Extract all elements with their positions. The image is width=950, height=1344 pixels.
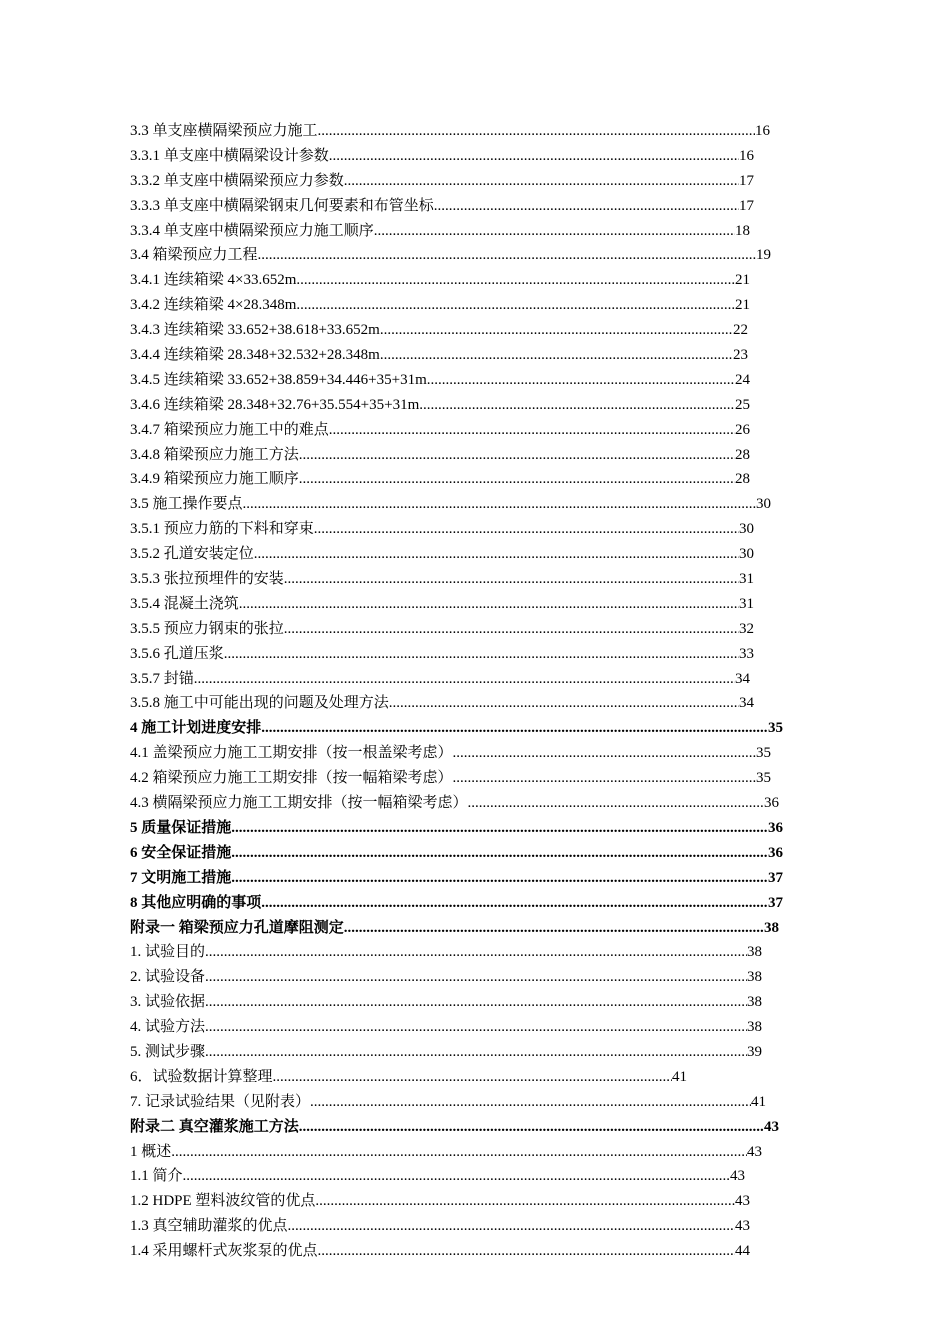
- toc-entry-page: 43: [735, 1218, 750, 1235]
- toc-entry[interactable]: [130, 741, 771, 766]
- toc-entry-title: 3.3.1 单支座中横隔梁设计参数: [130, 147, 329, 164]
- toc-leader-dots: [284, 567, 739, 592]
- toc-entry-page: 36: [764, 795, 779, 812]
- toc-leader-dots: [468, 791, 764, 816]
- toc-entry[interactable]: [130, 667, 750, 692]
- toc-entry[interactable]: [130, 1214, 750, 1239]
- toc-entry[interactable]: [130, 418, 750, 443]
- toc-entry[interactable]: [130, 1040, 762, 1065]
- toc-leader-dots: [224, 642, 739, 667]
- toc-entry-title: 3.3.2 单支座中横隔梁预应力参数: [130, 172, 344, 189]
- toc-entry[interactable]: [130, 1090, 766, 1115]
- toc-entry-page: 23: [733, 347, 748, 364]
- toc-entry-page: 18: [735, 222, 750, 239]
- toc-entry-page: 30: [739, 521, 754, 538]
- toc-entry[interactable]: [130, 1065, 687, 1090]
- toc-leader-dots: [288, 1214, 735, 1239]
- toc-entry[interactable]: [130, 1189, 750, 1214]
- toc-entry[interactable]: [130, 567, 754, 592]
- toc-leader-dots: [261, 716, 768, 741]
- toc-leader-dots: [329, 418, 735, 443]
- toc-entry-title: 3.5.7 封锚: [130, 670, 194, 687]
- toc-leader-dots: [183, 1164, 730, 1189]
- toc-leader-dots: [296, 268, 735, 293]
- toc-leader-dots: [315, 1189, 735, 1214]
- toc-entry-page: 21: [735, 272, 750, 289]
- toc-leader-dots: [453, 766, 756, 791]
- toc-leader-dots: [171, 1140, 747, 1165]
- toc-entry[interactable]: [130, 841, 783, 866]
- toc-entry-page: 39: [747, 1043, 762, 1060]
- toc-entry-title: 3.5.4 混凝土浇筑: [130, 595, 239, 612]
- toc-entry-title: 3.5 施工操作要点: [130, 496, 243, 513]
- toc-entry-page: 30: [739, 546, 754, 563]
- toc-leader-dots: [344, 916, 764, 941]
- toc-leader-dots: [299, 443, 735, 468]
- toc-leader-dots: [344, 169, 739, 194]
- toc-entry-page: 37: [768, 894, 783, 911]
- toc-entry[interactable]: [130, 642, 754, 667]
- toc-entry-title: 8 其他应明确的事项: [130, 894, 262, 911]
- toc-entry[interactable]: [130, 119, 770, 144]
- toc-leader-dots: [374, 219, 735, 244]
- toc-leader-dots: [258, 243, 756, 268]
- toc-entry-title: 3.4.1 连续箱梁 4×33.652m: [130, 272, 297, 289]
- toc-entry-page: 17: [739, 172, 754, 189]
- toc-leader-dots: [310, 1090, 751, 1115]
- toc-entry[interactable]: [130, 443, 750, 468]
- toc-entry-title: 3.4.8 箱梁预应力施工方法: [130, 446, 299, 463]
- toc-entry-page: 36: [768, 819, 783, 836]
- toc-entry-title: 3.3.4 单支座中横隔梁预应力施工顺序: [130, 222, 374, 239]
- toc-entry-title: 3.4.6 连续箱梁 28.348+32.76+35.554+35+31m: [130, 396, 420, 413]
- toc-entry[interactable]: [130, 965, 762, 990]
- toc-entry-title: 1. 试验目的: [130, 944, 206, 961]
- toc-entry[interactable]: [130, 716, 783, 741]
- toc-entry-title: 7. 记录试验结果（见附表）: [130, 1093, 311, 1110]
- toc-entry-page: 37: [768, 869, 783, 886]
- toc-entry-page: 25: [735, 396, 750, 413]
- toc-entry-title: 1.3 真空辅助灌浆的优点: [130, 1218, 288, 1235]
- toc-entry-title: 4.1 盖梁预应力施工工期安排（按一根盖梁考虑）: [130, 745, 453, 762]
- toc-leader-dots: [427, 368, 735, 393]
- toc-entry-title: 1.4 采用螺杆式灰浆泵的优点: [130, 1243, 318, 1260]
- toc-entry-page: 32: [739, 620, 754, 637]
- toc-entry-title: 4 施工计划进度安排: [130, 720, 262, 737]
- toc-entry-page: 43: [735, 1193, 750, 1210]
- toc-entry-page: 43: [730, 1168, 745, 1185]
- toc-entry-title: 3.3.3 单支座中横隔梁钢束几何要素和布管坐标: [130, 197, 434, 214]
- toc-entry-title: 3.4.2 连续箱梁 4×28.348m: [130, 297, 297, 314]
- table-of-contents: [130, 119, 790, 1264]
- toc-leader-dots: [205, 1015, 747, 1040]
- toc-entry-title: 3.4 箱梁预应力工程: [130, 247, 258, 264]
- toc-entry-title: 6 安全保证措施: [130, 844, 232, 861]
- toc-entry-page: 22: [733, 322, 748, 339]
- toc-leader-dots: [231, 841, 768, 866]
- toc-leader-dots: [389, 691, 739, 716]
- toc-entry-page: 16: [755, 123, 770, 139]
- toc-entry-page: 38: [747, 994, 762, 1011]
- toc-entry-page: 35: [756, 770, 771, 787]
- toc-entry-page: 36: [768, 844, 783, 861]
- toc-entry-title: 3.5.6 孔道压浆: [130, 645, 224, 662]
- toc-leader-dots: [231, 866, 768, 891]
- toc-entry-page: 38: [747, 944, 762, 961]
- toc-entry-page: 17: [739, 197, 754, 214]
- toc-entry-page: 41: [672, 1068, 687, 1085]
- toc-leader-dots: [380, 343, 733, 368]
- toc-entry-page: 38: [764, 919, 779, 936]
- toc-entry-page: 31: [739, 571, 754, 588]
- toc-entry-title: 3.4.4 连续箱梁 28.348+32.532+28.348m: [130, 347, 380, 364]
- toc-entry[interactable]: [130, 542, 754, 567]
- toc-entry-title: 3.3 单支座横隔梁预应力施工: [130, 123, 318, 139]
- toc-entry-page: 43: [747, 1143, 762, 1160]
- toc-entry-page: 26: [735, 421, 750, 438]
- toc-entry-title: 6．试验数据计算整理: [130, 1068, 273, 1085]
- toc-entry-title: 3.4.7 箱梁预应力施工中的难点: [130, 421, 329, 438]
- toc-entry[interactable]: [130, 691, 754, 716]
- toc-entry-title: 5 质量保证措施: [130, 819, 232, 836]
- toc-entry-title: 1.1 简介: [130, 1168, 183, 1185]
- toc-entry[interactable]: [130, 1115, 779, 1140]
- toc-entry-title: 3.4.5 连续箱梁 33.652+38.859+34.446+35+31m: [130, 371, 427, 388]
- toc-entry[interactable]: [130, 393, 750, 418]
- toc-entry-page: 35: [756, 745, 771, 762]
- toc-entry-page: 28: [735, 471, 750, 488]
- toc-leader-dots: [380, 318, 733, 343]
- toc-entry[interactable]: [130, 940, 762, 965]
- toc-entry[interactable]: [130, 916, 779, 941]
- toc-leader-dots: [296, 293, 735, 318]
- toc-entry-page: 28: [735, 446, 750, 463]
- toc-entry[interactable]: [130, 791, 779, 816]
- toc-leader-dots: [318, 1239, 735, 1264]
- toc-entry[interactable]: [130, 268, 750, 293]
- toc-entry[interactable]: [130, 368, 750, 393]
- toc-entry-page: 38: [747, 1019, 762, 1036]
- toc-entry-title: 1 概述: [130, 1143, 172, 1160]
- toc-entry-page: 34: [735, 670, 750, 687]
- toc-entry-title: 7 文明施工措施: [130, 869, 232, 886]
- toc-entry[interactable]: [130, 592, 754, 617]
- toc-entry[interactable]: [130, 243, 771, 268]
- toc-entry[interactable]: [130, 318, 748, 343]
- toc-leader-dots: [205, 990, 747, 1015]
- toc-leader-dots: [205, 965, 747, 990]
- toc-leader-dots: [453, 741, 756, 766]
- toc-entry[interactable]: [130, 990, 762, 1015]
- toc-entry-title: 4.3 横隔梁预应力施工工期安排（按一幅箱梁考虑）: [130, 795, 468, 812]
- toc-entry-title: 4. 试验方法: [130, 1019, 206, 1036]
- toc-entry-page: 35: [768, 720, 783, 737]
- toc-entry[interactable]: [130, 194, 754, 219]
- toc-entry[interactable]: [130, 766, 771, 791]
- toc-entry[interactable]: [130, 343, 748, 368]
- toc-entry-page: 16: [739, 147, 754, 164]
- toc-entry[interactable]: [130, 293, 750, 318]
- toc-entry-title: 3.5.8 施工中可能出现的问题及处理方法: [130, 695, 389, 712]
- toc-entry-page: 34: [739, 695, 754, 712]
- toc-entry[interactable]: [130, 219, 750, 244]
- toc-entry[interactable]: [130, 517, 754, 542]
- toc-entry[interactable]: [130, 1239, 750, 1264]
- toc-entry-title: 2. 试验设备: [130, 969, 206, 986]
- toc-entry[interactable]: [130, 866, 783, 891]
- toc-leader-dots: [205, 940, 747, 965]
- toc-leader-dots: [261, 891, 768, 916]
- toc-entry-title: 4.2 箱梁预应力施工工期安排（按一幅箱梁考虑）: [130, 770, 453, 787]
- toc-entry-title: 5. 测试步骤: [130, 1043, 206, 1060]
- toc-leader-dots: [314, 517, 739, 542]
- toc-leader-dots: [273, 1065, 672, 1090]
- toc-entry-title: 附录一 箱梁预应力孔道摩阻测定: [130, 919, 344, 936]
- toc-leader-dots: [239, 592, 739, 617]
- toc-entry[interactable]: [130, 492, 771, 517]
- toc-entry-title: 附录二 真空灌浆施工方法: [130, 1118, 299, 1135]
- toc-leader-dots: [284, 617, 739, 642]
- toc-leader-dots: [419, 393, 735, 418]
- toc-entry-page: 19: [756, 247, 771, 264]
- toc-entry[interactable]: [130, 1164, 745, 1189]
- toc-entry-page: 30: [756, 496, 771, 513]
- toc-leader-dots: [434, 194, 739, 219]
- toc-entry-title: 3. 试验依据: [130, 994, 206, 1011]
- toc-leader-dots: [254, 542, 739, 567]
- toc-entry-page: 31: [739, 595, 754, 612]
- toc-entry-page: 33: [739, 645, 754, 662]
- toc-leader-dots: [194, 667, 735, 692]
- toc-entry[interactable]: [130, 1140, 762, 1165]
- toc-entry[interactable]: [130, 891, 783, 916]
- toc-leader-dots: [243, 492, 756, 517]
- toc-entry-title: 3.5.5 预应力钢束的张拉: [130, 620, 284, 637]
- toc-entry-title: 3.5.2 孔道安装定位: [130, 546, 254, 563]
- toc-entry-page: 43: [764, 1118, 779, 1135]
- toc-leader-dots: [205, 1040, 747, 1065]
- toc-entry-title: 1.2 HDPE 塑料波纹管的优点: [130, 1193, 316, 1210]
- toc-entry-title: 3.5.1 预应力筋的下料和穿束: [130, 521, 314, 538]
- toc-leader-dots: [299, 1115, 764, 1140]
- toc-leader-dots: [231, 816, 768, 841]
- toc-entry[interactable]: [130, 816, 783, 841]
- toc-entry-page: 21: [735, 297, 750, 314]
- toc-leader-dots: [299, 467, 735, 492]
- toc-entry[interactable]: [130, 169, 754, 194]
- toc-entry[interactable]: [130, 617, 754, 642]
- toc-entry-page: 38: [747, 969, 762, 986]
- toc-entry-page: 41: [751, 1093, 766, 1110]
- toc-leader-dots: [329, 144, 739, 169]
- toc-entry-title: 3.5.3 张拉预埋件的安装: [130, 571, 284, 588]
- toc-entry-title: 3.4.9 箱梁预应力施工顺序: [130, 471, 299, 488]
- toc-entry[interactable]: [130, 467, 750, 492]
- toc-entry-page: 24: [735, 371, 750, 388]
- toc-entry-title: 3.4.3 连续箱梁 33.652+38.618+33.652m: [130, 322, 380, 339]
- toc-entry[interactable]: [130, 144, 754, 169]
- toc-entry[interactable]: [130, 1015, 762, 1040]
- toc-entry-page: 44: [735, 1243, 750, 1260]
- toc-leader-dots: [318, 119, 755, 144]
